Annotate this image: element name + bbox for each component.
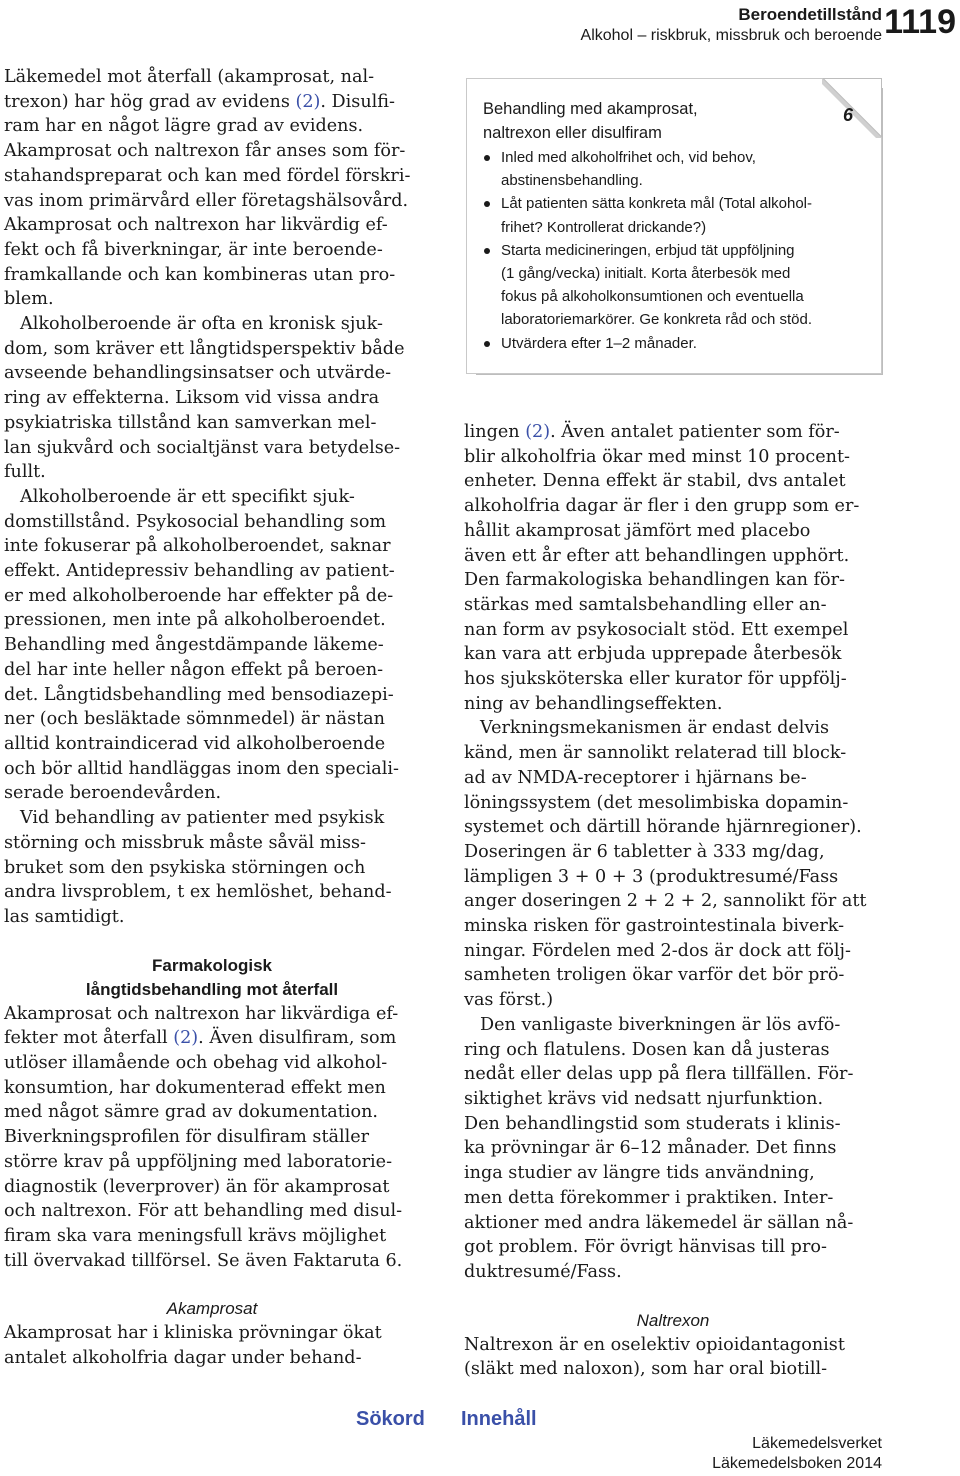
paragraph: Vid behandling av patienter med psykisk störning och missbruk måste såväl miss- bruket som den psykiska störningen och andra livsproblem, t ex hemlöshet, behand- las samtidigt. xyxy=(4,808,392,927)
left-column xyxy=(4,65,420,1371)
paragraph: Akamprosat och naltrexon har likvärdiga ef- fekter mot återfall (2). Även disulfiram, som utlöser illamående och obehag vid alkohol- konsumtion, har dokumenterad effekt men med något sämre grad av dokumentation. Biverkningsprofilen för disulfiram ställer större krav på uppföljning med laboratorie- diagnostik (leverprover) än för akamprosat och naltrexon. För att behandling med disul- firam ska vara meningsfull krävs möjlighet till övervakad tillförsel. Se även Faktaruta 6. xyxy=(4,1003,403,1271)
factbox xyxy=(466,78,882,374)
factbox-content xyxy=(483,97,853,355)
paragraph: Läkemedel mot återfall (akamprosat, nal- trexon) har hög grad av evidens (2). Disulfi- ram har en något lägre grad av evidens. Akamprosat och naltrexon får anses som för- stahandspreparat och kan med fördel förskri- vas inom primärvård eller företagshälsovård. Akamprosat och naltrexon har likvärdig ef- fekt och få biverkningar, är inte beroende- framkallande och kan kombineras utan pro- blem. xyxy=(4,67,411,310)
paragraph: Alkoholberoende är ett specifikt sjuk- domstillstånd. Psykosocial behandling som inte fokuserar på alkoholberoendet, saknar effekt. Antidepressiv behandling av patient- er med alkoholberoende har effekter på de- pressionen, men inte på alkoholberoendet. Behandling med ångestdämpande läkeme- del har inte heller någon effekt på beroen- det. Långtidsbehandling med bensodiazepi- ner (och besläktade sömnmedel) är nästan alltid kontraindicerad vid alkoholberoende och bör alltid handläggas inom den speciali- serade beroendevården. xyxy=(4,486,399,804)
chapter-title: Beroendetillstånd xyxy=(738,5,882,24)
book-title: Läkemedelsboken 2014 xyxy=(712,1455,882,1472)
search-index-link[interactable]: Sökord xyxy=(356,1408,425,1430)
paragraph: Den vanligaste biverkningen är lös avfö- ring och flatulens. Dosen kan då justeras nedåt eller delas upp på flera tillfällen. För- siktighet krävs vid nedsatt njurfunktion. Den behandlingstid som studerats i klinis- ka prövningar är 6–12 månader. Det finns inga studier av längre tids användning, men detta förekommer i praktiken. Inter- aktioner med andra läkemedel är sällan nå- got problem. För övrigt hänvisas till pro- duktresumé/Fass. xyxy=(464,1014,854,1282)
factbox-title: Behandling med akamprosat, naltrexon eller disulfiram xyxy=(483,100,698,142)
publisher-name: Läkemedelsverket xyxy=(752,1435,882,1452)
footer-publisher xyxy=(712,1434,882,1474)
citation-link[interactable]: (2) xyxy=(173,1028,199,1049)
citation-link[interactable]: (2) xyxy=(525,422,551,442)
list-item: Låt patienten sätta konkreta mål (Total alkohol- frihet? Kontrollerat drickande?) xyxy=(483,192,853,238)
paragraph: lingen (2). Även antalet patienter som för- blir alkoholfria ökar med minst 10 procent- enheter. Denna effekt är stabil, dvs antalet alkoholfria dagar är fler i den grupp som er- hållit akamprosat jämfört med placebo även ett år efter att behandlingen upphört. Den farmakologiska behandlingen kan för- stärkas med samtalsbehandling eller an- nan form av psykosocialt stöd. Ett exempel kan vara att erbjuda upprepade återbesök hos sjuksköterska eller kurator för uppfölj- ning av behandlingseffekten. xyxy=(464,422,860,714)
right-column xyxy=(464,420,882,1382)
page-number: 1119 xyxy=(884,3,956,41)
subsection-heading: Akamprosat xyxy=(166,1299,258,1319)
paragraph: Naltrexon är en oselektiv opioidantagonist (släkt med naloxon), som har oral biotill- xyxy=(464,1334,845,1380)
running-header xyxy=(581,4,882,46)
paragraph: Alkoholberoende är ofta en kronisk sjuk- dom, som kräver ett långtidsperspektiv både avseende behandlingsinsatser och utvärde- ring av effekterna. Liksom vid vissa andra psykiatriska tillstånd kan samverkan mel- lan sjukvård och socialtjänst vara betydelse- fullt. xyxy=(4,314,405,483)
paragraph: Verkningsmekanismen är endast delvis känd, men är sannolikt relaterad till block- ad av NMDA-receptorer i hjärnans be- löningssystem (det mesolimbiska dopamin- systemet och därtill hörande hjärnregioner). Doseringen är 6 tabletter à 333 mg/dag, lämpligen 3 + 0 + 3 (produktresumé/Fass anger doseringen 2 + 2 + 2, sannolikt för att minska risken för gastrointestinala biverk- ningar. Fördelen med 2-dos är dock att följ- samheten troligen ökar varför det bör prö- vas först.) xyxy=(464,718,867,1011)
paragraph: Akamprosat har i kliniska prövningar ökat antalet alkoholfria dagar under behand- xyxy=(4,1323,382,1369)
subsection-heading: Naltrexon xyxy=(636,1310,710,1330)
section-subtitle: Alkohol – riskbruk, missbruk och beroende xyxy=(580,27,882,44)
table-of-contents-link[interactable]: Innehåll xyxy=(461,1408,537,1430)
list-item: Starta medicineringen, erbjud tät uppföljning (1 gång/vecka) initialt. Korta återbesök med fokus på alkoholkonsumtionen och eventuella laboratoriemarkörer. Ge konkreta råd och stöd. xyxy=(483,239,853,332)
section-heading: Farmakologisk långtidsbehandling mot återfall xyxy=(85,955,339,999)
citation-link[interactable]: (2) xyxy=(295,91,321,112)
list-item: Inled med alkoholfrihet och, vid behov, abstinensbehandling. xyxy=(483,146,853,192)
list-item: Utvärdera efter 1–2 månader. xyxy=(483,332,853,355)
factbox-number: 6 xyxy=(842,105,853,125)
factbox-list xyxy=(483,146,853,355)
